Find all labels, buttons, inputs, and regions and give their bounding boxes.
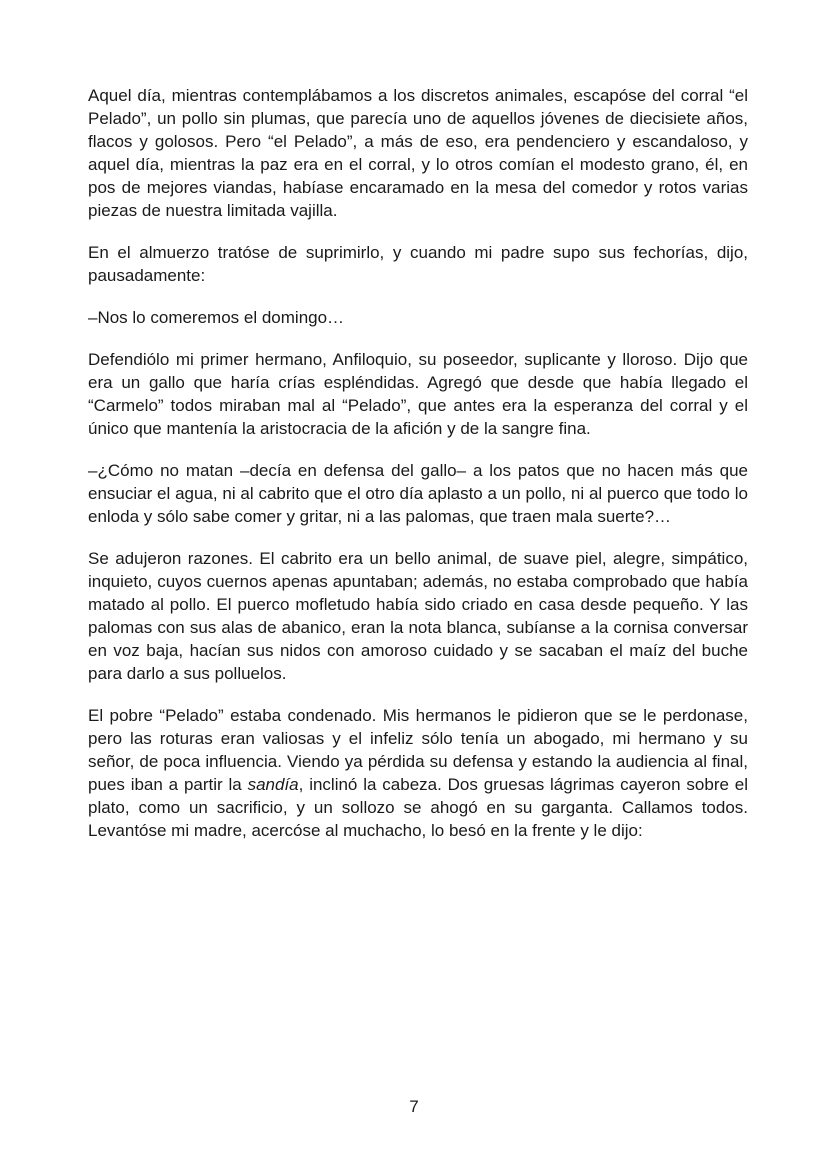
page-number: 7	[409, 1097, 419, 1116]
text-block	[88, 84, 748, 842]
paragraph	[88, 459, 748, 528]
paragraph-segment: , inclinó la cabeza. Dos gruesas lágrimas cayeron sobre el plato, como un sacrificio, y un sollozo se ahogó en su garganta. Callamos todos. Levantóse mi madre, acercóse al muchacho, lo besó en la frente y le dijo:	[88, 775, 749, 840]
paragraph	[88, 348, 748, 440]
paragraph	[88, 306, 748, 329]
paragraph	[88, 84, 748, 222]
paragraph	[88, 241, 748, 287]
paragraph-segment: –¿Cómo no matan –decía en defensa del gallo– a los patos que no hacen más que ensuciar el agua, ni al cabrito que el otro día aplasto a un pollo, ni al puerco que todo lo enloda y sólo sabe comer y gritar, ni a las palomas, que traen mala suerte?…	[88, 461, 748, 526]
paragraph-segment: Aquel día, mientras contemplábamos a los discretos animales, escapóse del corral “el Pelado”, un pollo sin plumas, que parecía uno de aquellos jóvenes de diecisiete años, flacos y golosos. Pero “el Pelado”, a más de eso, era pendenciero y escandaloso, y aquel día, mientras la paz era en el corral, y lo otros comían el modesto grano, él, en pos de mejores viandas, habíase encaramado en la mesa del comedor y rotos varias piezas de nuestra limitada vajilla.	[88, 86, 748, 220]
paragraph-segment: El pobre “Pelado” estaba condenado. Mis hermanos le pidieron que se le perdonase, pero las roturas eran valiosas y el infeliz sólo tenía un abogado, mi hermano y su señor, de poca influencia. Viendo ya pérdida su defensa y estando la audiencia al final, pues iban a partir la	[88, 706, 748, 794]
paragraph-segment: Se adujeron razones. El cabrito era un bello animal, de suave piel, alegre, simpático, inquieto, cuyos cuernos apenas apuntaban; además, no estaba comprobado que había matado al pollo. El puerco mofletudo había sido criado en casa desde pequeño. Y las palomas con sus alas de abanico, eran la nota blanca, subíanse a la cornisa conversar en voz baja, hacían sus nidos con amoroso cuidado y se sacaban el maíz del buche para darlo a sus polluelos.	[88, 549, 748, 683]
paragraph-segment: Defendiólo mi primer hermano, Anfiloquio, su poseedor, suplicante y lloroso. Dijo que era un gallo que haría crías espléndidas. Agregó que desde que había llegado el “Carmelo” todos miraban mal al “Pelado”, que antes era la esperanza del corral y el único que mantenía la aristocracia de la afición y de la sangre fina.	[88, 350, 748, 438]
paragraph-segment: En el almuerzo tratóse de suprimirlo, y cuando mi padre supo sus fechorías, dijo, pausadamente:	[88, 243, 748, 285]
paragraph-segment-italic: sandía	[247, 775, 299, 794]
paragraph	[88, 547, 748, 685]
paragraph-segment: –Nos lo comeremos el domingo…	[88, 308, 345, 327]
paragraph	[88, 704, 748, 842]
